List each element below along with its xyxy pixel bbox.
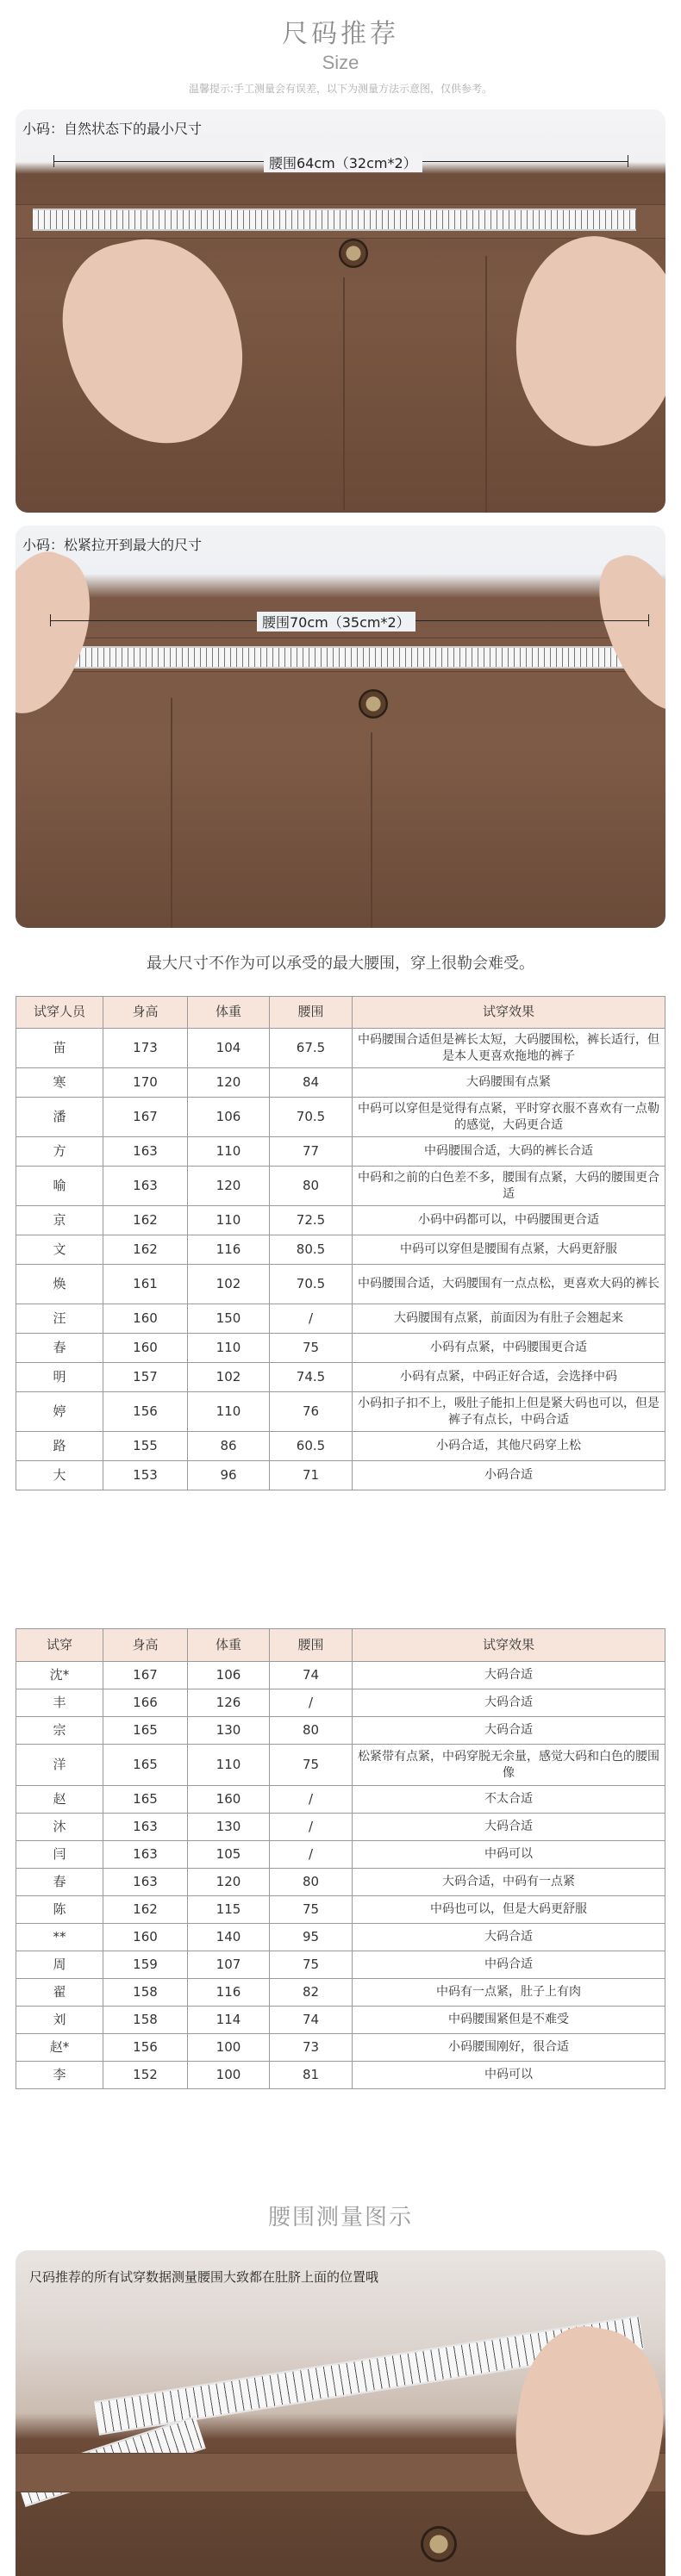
fit-effect: 中码腰围合适，大码腰围有一点点松，更喜欢大码的裤长: [353, 1265, 665, 1304]
max-size-note: 最大尺寸不作为可以承受的最大腰围，穿上很勒会难受。: [147, 955, 534, 973]
waist-value: 80: [270, 1869, 353, 1896]
waist-value: 84: [270, 1068, 353, 1098]
weight-value: 104: [188, 1029, 270, 1068]
measure-tip: 温馨提示:手工测量会有误差，以下为测量方法示意图，仅供参考。: [188, 83, 493, 95]
waist-value: 82: [270, 1979, 353, 2007]
fit-effect: 大码合适: [353, 1662, 665, 1689]
weight-value: 107: [188, 1951, 270, 1979]
height-value: 173: [103, 1029, 188, 1068]
table-row: [16, 1206, 665, 1235]
measure-value: 腰围70cm（35cm*2）: [257, 612, 415, 632]
waist-value: 71: [270, 1461, 353, 1490]
height-value: 162: [103, 1206, 188, 1235]
height-value: 155: [103, 1432, 188, 1461]
waist-value: /: [270, 1689, 353, 1717]
weight-value: 130: [188, 1814, 270, 1841]
fit-effect: 小码有点紧，中码正好合适，会选择中码: [353, 1363, 665, 1392]
waist-value: 73: [270, 2034, 353, 2062]
table-row: [16, 1137, 665, 1167]
tester-name: 刘: [16, 2007, 103, 2034]
waist-value: 72.5: [270, 1206, 353, 1235]
fit-effect: 中码也可以，但是大码更舒服: [353, 1896, 665, 1924]
waist-value: /: [270, 1786, 353, 1814]
fit-effect: 大码合适: [353, 1814, 665, 1841]
measuring-tape: [50, 646, 665, 669]
waist-value: 70.5: [270, 1098, 353, 1137]
waist-value: 77: [270, 1137, 353, 1167]
tester-name: 李: [16, 2062, 103, 2089]
weight-value: 100: [188, 2034, 270, 2062]
table-row: [16, 1235, 665, 1265]
table-row: [16, 1363, 665, 1392]
photo-waist-measure: [16, 2250, 665, 2576]
table-row: [16, 1841, 665, 1869]
fit-effect: 大码合适: [353, 1717, 665, 1745]
tester-name: 婷: [16, 1392, 103, 1432]
fit-effect: 中码可以穿但是腰围有点紧，大码更舒服: [353, 1235, 665, 1265]
measure-value: 腰围64cm（32cm*2）: [264, 152, 422, 172]
height-value: 167: [103, 1098, 188, 1137]
height-value: 157: [103, 1363, 188, 1392]
waist-value: 74.5: [270, 1363, 353, 1392]
photo-label: 尺码推荐的所有试穿数据测量腰围大致都在肚脐上面的位置哦: [29, 2269, 379, 2285]
tester-name: 京: [16, 1206, 103, 1235]
height-value: 166: [103, 1689, 188, 1717]
weight-value: 150: [188, 1304, 270, 1334]
fit-effect: 中码合适: [353, 1951, 665, 1979]
photo-label: 小码：松紧拉开到最大的尺寸: [22, 537, 203, 553]
table-header-row: [16, 997, 665, 1029]
tester-name: 沐: [16, 1814, 103, 1841]
waist-value: 67.5: [270, 1029, 353, 1068]
height-value: 160: [103, 1304, 188, 1334]
weight-value: 110: [188, 1206, 270, 1235]
height-value: 162: [103, 1896, 188, 1924]
pleat-line: [343, 277, 345, 510]
table-row: [16, 1717, 665, 1745]
page-subtitle: Size: [322, 52, 359, 73]
waist-value: 75: [270, 1745, 353, 1786]
header-height: 身高: [103, 1629, 188, 1662]
waist-value: 76: [270, 1392, 353, 1432]
table-row: [16, 2007, 665, 2034]
tester-name: 丰: [16, 1689, 103, 1717]
table-row: [16, 2034, 665, 2062]
tester-name: 喻: [16, 1167, 103, 1206]
table-row: [16, 2062, 665, 2089]
weight-value: 114: [188, 2007, 270, 2034]
table-row: [16, 1979, 665, 2007]
height-value: 167: [103, 1662, 188, 1689]
weight-value: 100: [188, 2062, 270, 2089]
waist-value: 60.5: [270, 1432, 353, 1461]
table-row: [16, 1068, 665, 1098]
fit-effect: 小码有点紧，中码腰围更合适: [353, 1334, 665, 1363]
fit-effect: 中码可以: [353, 1841, 665, 1869]
weight-value: 102: [188, 1363, 270, 1392]
table-body: [16, 1029, 665, 1490]
table-row: [16, 1461, 665, 1490]
weight-value: 126: [188, 1689, 270, 1717]
fit-effect: 大码合适: [353, 1689, 665, 1717]
waist-value: /: [270, 1304, 353, 1334]
tester-name: 焕: [16, 1265, 103, 1304]
header: [0, 0, 681, 95]
weight-value: 106: [188, 1098, 270, 1137]
fit-effect: 中码和之前的白色差不多，腰围有点紧，大码的腰围更合适: [353, 1167, 665, 1206]
page-title: 尺码推荐: [282, 19, 399, 49]
fit-effect: 大码合适: [353, 1924, 665, 1951]
tester-name: 沈*: [16, 1662, 103, 1689]
table-row: [16, 1924, 665, 1951]
tester-name: 苗: [16, 1029, 103, 1068]
waist-value: 95: [270, 1924, 353, 1951]
photo-natural-waist: [16, 109, 665, 513]
weight-value: 110: [188, 1392, 270, 1432]
height-value: 160: [103, 1334, 188, 1363]
height-value: 158: [103, 2007, 188, 2034]
waist-value: 80: [270, 1167, 353, 1206]
photo-label: 小码：自然状态下的最小尺寸: [22, 121, 203, 137]
tester-name: 翟: [16, 1979, 103, 2007]
table-body: [16, 1662, 665, 2089]
weight-value: 110: [188, 1334, 270, 1363]
header-height: 身高: [103, 997, 188, 1029]
table-row: [16, 1662, 665, 1689]
weight-value: 110: [188, 1745, 270, 1786]
fit-effect: 中码腰围合适，大码的裤长合适: [353, 1137, 665, 1167]
measuring-tape: [33, 208, 636, 231]
weight-value: 105: [188, 1841, 270, 1869]
tester-name: 汪: [16, 1304, 103, 1334]
height-value: 163: [103, 1167, 188, 1206]
fit-effect: 大码合适，中码有一点紧: [353, 1869, 665, 1896]
tester-name: 方: [16, 1137, 103, 1167]
fitting-table-1: [16, 996, 665, 1490]
tester-name: 春: [16, 1869, 103, 1896]
tester-name: 大: [16, 1461, 103, 1490]
table-row: [16, 1814, 665, 1841]
header-effect: 试穿效果: [353, 997, 665, 1029]
fitting-table-2: [16, 1628, 665, 2089]
tester-name: 寒: [16, 1068, 103, 1098]
table-row: [16, 1896, 665, 1924]
header-weight: 体重: [188, 1629, 270, 1662]
table-row: [16, 1745, 665, 1786]
height-value: 163: [103, 1841, 188, 1869]
fit-effect: 大码腰围有点紧，前面因为有肚子会翘起来: [353, 1304, 665, 1334]
weight-value: 140: [188, 1924, 270, 1951]
pants-button: [421, 2526, 457, 2562]
fit-effect: 小码腰围刚好，很合适: [353, 2034, 665, 2062]
tester-name: 明: [16, 1363, 103, 1392]
tester-name: 陈: [16, 1896, 103, 1924]
header-waist: 腰围: [270, 1629, 353, 1662]
height-value: 162: [103, 1235, 188, 1265]
fit-effect: 大码腰围有点紧: [353, 1068, 665, 1098]
height-value: 156: [103, 2034, 188, 2062]
weight-value: 116: [188, 1235, 270, 1265]
table-row: [16, 1432, 665, 1461]
height-value: 153: [103, 1461, 188, 1490]
tester-name: **: [16, 1924, 103, 1951]
fit-effect: 小码合适，其他尺码穿上松: [353, 1432, 665, 1461]
height-value: 165: [103, 1717, 188, 1745]
fit-effect: 中码可以: [353, 2062, 665, 2089]
height-value: 158: [103, 1979, 188, 2007]
table-row: [16, 1392, 665, 1432]
table-row: [16, 1098, 665, 1137]
header-waist: 腰围: [270, 997, 353, 1029]
fit-effect: 中码腰围紧但是不难受: [353, 2007, 665, 2034]
height-value: 161: [103, 1265, 188, 1304]
pants-button: [339, 239, 368, 268]
table-row: [16, 1689, 665, 1717]
weight-value: 115: [188, 1896, 270, 1924]
weight-value: 160: [188, 1786, 270, 1814]
tester-name: 文: [16, 1235, 103, 1265]
weight-value: 120: [188, 1869, 270, 1896]
tester-name: 潘: [16, 1098, 103, 1137]
table-row: [16, 1265, 665, 1304]
tester-name: 赵*: [16, 2034, 103, 2062]
pants-button: [359, 689, 388, 719]
waist-value: 81: [270, 2062, 353, 2089]
height-value: 165: [103, 1786, 188, 1814]
pleat-line: [171, 698, 172, 928]
waist-value: 75: [270, 1334, 353, 1363]
fit-effect: 小码扣子扣不上，吸肚子能扣上但是紧大码也可以，但是裤子有点长，中码合适: [353, 1392, 665, 1432]
waist-value: /: [270, 1841, 353, 1869]
height-value: 163: [103, 1869, 188, 1896]
waist-value: 74: [270, 1662, 353, 1689]
tester-name: 洋: [16, 1745, 103, 1786]
weight-value: 106: [188, 1662, 270, 1689]
tester-name: 周: [16, 1951, 103, 1979]
pants-photo-bg: [16, 526, 665, 928]
weight-value: 86: [188, 1432, 270, 1461]
section-title-waist-diagram: 腰围测量图示: [267, 2205, 413, 2231]
header-weight: 体重: [188, 997, 270, 1029]
header-effect: 试穿效果: [353, 1629, 665, 1662]
waist-value: /: [270, 1814, 353, 1841]
table-row: [16, 1786, 665, 1814]
waist-value: 75: [270, 1951, 353, 1979]
weight-value: 120: [188, 1167, 270, 1206]
table-row: [16, 1334, 665, 1363]
tester-name: 春: [16, 1334, 103, 1363]
tester-name: 宗: [16, 1717, 103, 1745]
weight-value: 102: [188, 1265, 270, 1304]
table-row: [16, 1869, 665, 1896]
waist-value: 80.5: [270, 1235, 353, 1265]
height-value: 170: [103, 1068, 188, 1098]
table-row: [16, 1951, 665, 1979]
fit-effect: 中码腰围合适但是裤长太短，大码腰围松，裤长适行，但是本人更喜欢拖地的裤子: [353, 1029, 665, 1068]
weight-value: 110: [188, 1137, 270, 1167]
height-value: 152: [103, 2062, 188, 2089]
weight-value: 96: [188, 1461, 270, 1490]
header-tester: 试穿: [16, 1629, 103, 1662]
pleat-line: [371, 732, 372, 928]
weight-value: 130: [188, 1717, 270, 1745]
measure-tick-right: [648, 614, 649, 626]
pleat-line: [485, 256, 487, 513]
table-header-row: [16, 1629, 665, 1662]
height-value: 163: [103, 1137, 188, 1167]
height-value: 156: [103, 1392, 188, 1432]
waist-value: 74: [270, 2007, 353, 2034]
waist-value: 70.5: [270, 1265, 353, 1304]
tester-name: 闫: [16, 1841, 103, 1869]
waist-value: 75: [270, 1896, 353, 1924]
fit-effect: 中码有一点紧，肚子上有肉: [353, 1979, 665, 2007]
photo-stretched-waist: [16, 526, 665, 928]
table-row: [16, 1304, 665, 1334]
table-row: [16, 1167, 665, 1206]
header-tester: 试穿人员: [16, 997, 103, 1029]
fit-effect: 松紧带有点紧，中码穿脱无余量，感觉大码和白色的腰围像: [353, 1745, 665, 1786]
table-row: [16, 1029, 665, 1068]
height-value: 160: [103, 1924, 188, 1951]
fit-effect: 中码可以穿但是觉得有点紧，平时穿衣服不喜欢有一点勒的感觉，大码更合适: [353, 1098, 665, 1137]
tester-name: 路: [16, 1432, 103, 1461]
fit-effect: 小码中码都可以，中码腰围更合适: [353, 1206, 665, 1235]
fit-effect: 小码合适: [353, 1461, 665, 1490]
height-value: 159: [103, 1951, 188, 1979]
height-value: 163: [103, 1814, 188, 1841]
weight-value: 116: [188, 1979, 270, 2007]
height-value: 165: [103, 1745, 188, 1786]
waist-value: 80: [270, 1717, 353, 1745]
fit-effect: 不太合适: [353, 1786, 665, 1814]
tester-name: 赵: [16, 1786, 103, 1814]
weight-value: 120: [188, 1068, 270, 1098]
